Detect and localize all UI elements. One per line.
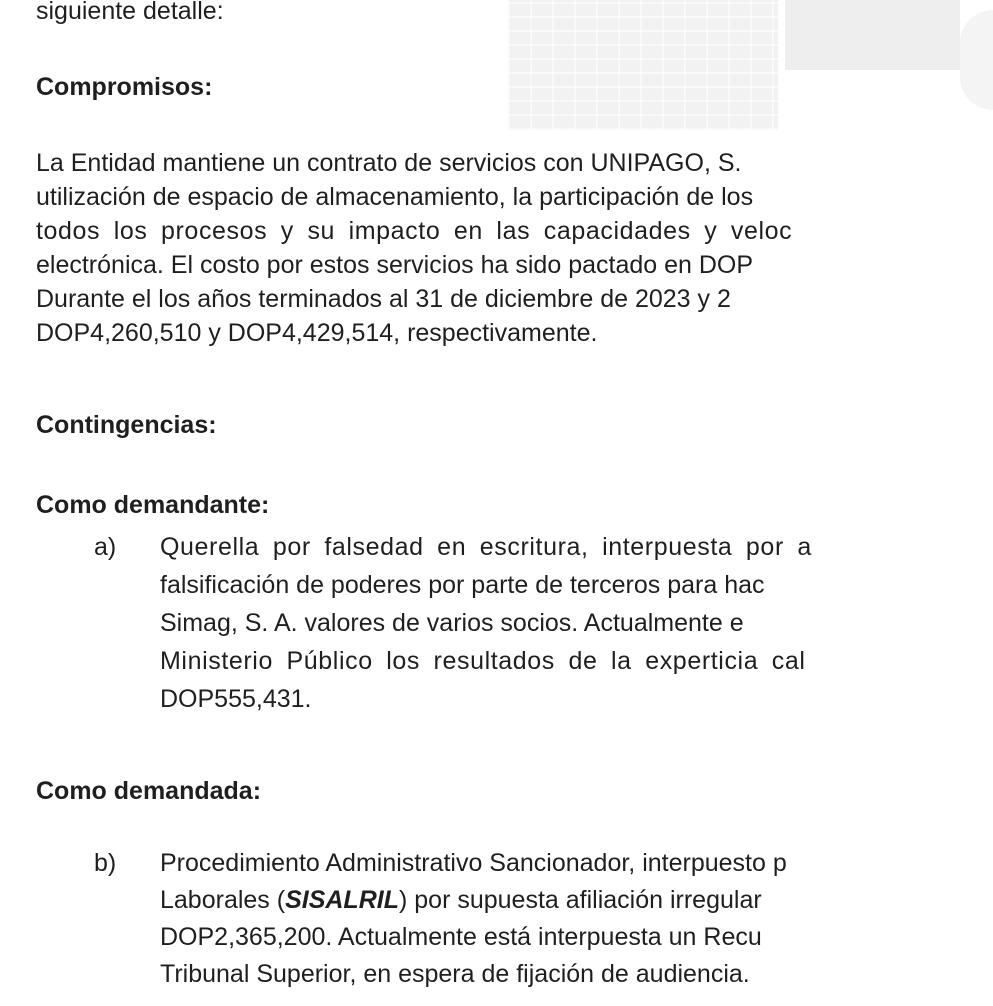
defendant-heading: Como demandada: [36,777,262,805]
sisalril-emphasis: SISALRIL [285,886,399,914]
commitments-line: Durante el los años terminados al 31 de diciembre de 2023 y 2 [36,285,731,313]
watermark-block-2 [785,0,960,70]
intro-text: siguiente detalle: [36,0,224,25]
plaintiff-heading: Como demandante: [36,491,270,519]
defendant-line-2-suffix: ) por supuesta afiliación irregular [398,886,762,914]
defendant-line: Tribunal Superior, en espera de fijación de audiencia. [160,960,750,988]
defendant-line-2-prefix: Laborales ( [160,886,286,914]
commitments-line: todos los procesos y su impacto en las capacidades y veloc [36,217,793,245]
defendant-line: Procedimiento Administrativo Sancionador, interpuesto p [160,849,787,877]
item-marker-a: a) [94,533,117,561]
contingencies-heading: Contingencias: [36,411,217,439]
commitments-line: La Entidad mantiene un contrato de servicios con UNIPAGO, S. [36,149,742,177]
plaintiff-line: DOP555,431. [160,685,312,713]
defendant-line-2 [160,883,762,917]
plaintiff-line: Querella por falsedad en escritura, interpuesta por a [160,533,812,561]
commitments-line: DOP4,260,510 y DOP4,429,514, respectivamente. [36,319,598,347]
defendant-line: DOP2,365,200. Actualmente está interpuesta un Recu [160,923,762,951]
plaintiff-line: falsificación de poderes por parte de terceros para hac [160,571,765,599]
item-marker-b: b) [94,849,117,877]
watermark-grid [508,0,778,130]
commitments-line: electrónica. El costo por estos servicios ha sido pactado en DOP [36,251,754,279]
commitments-heading: Compromisos: [36,73,213,101]
plaintiff-line: Simag, S. A. valores de varios socios. Actualmente e [160,609,744,637]
plaintiff-line: Ministerio Público los resultados de la experticia cal [160,647,806,675]
commitments-line: utilización de espacio de almacenamiento, la participación de los [36,183,754,211]
watermark-logo-edge [960,10,993,110]
